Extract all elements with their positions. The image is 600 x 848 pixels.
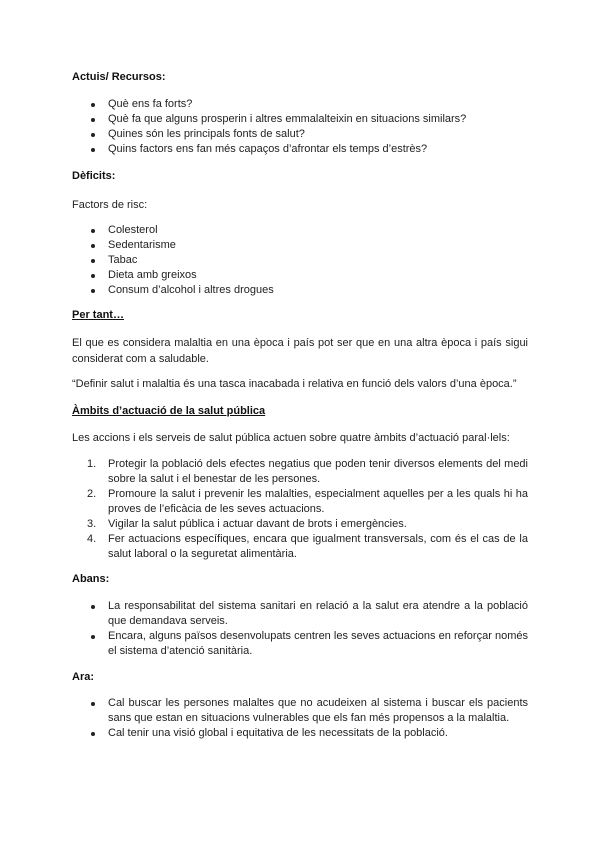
list-item: Tabac — [72, 253, 528, 268]
heading-deficits: Dèficits: — [72, 170, 116, 182]
list-item — [72, 487, 528, 517]
risk-factors-list — [72, 223, 528, 298]
item-number: 3. — [87, 518, 97, 530]
item-text: Protegir la població dels efectes negatius que poden tenir diversos elements del medi sobre la salut i el benestar de les persones. — [108, 458, 528, 485]
quote: “Definir salut i malaltia és una tasca inacabada i relativa en funció dels valors d’una època.” — [72, 378, 517, 390]
heading-per-tant: Per tant… — [72, 309, 124, 321]
heading-ambits: Àmbits d’actuació de la salut pública — [72, 405, 266, 417]
list-item: Quines són les principals fonts de salut? — [72, 127, 528, 142]
list-item — [72, 457, 528, 487]
heading-ara: Ara: — [72, 671, 95, 683]
list-item: La responsabilitat del sistema sanitari en relació a la salut era atendre a la població que demandava serveis. — [72, 599, 528, 629]
abans-list — [72, 599, 528, 659]
item-number: 2. — [87, 488, 97, 500]
list-item: Quins factors ens fan més capaços d’afrontar els temps d’estrès? — [72, 142, 528, 157]
heading-abans: Abans: — [72, 573, 110, 585]
heading-actius: Actuis/ Recursos: — [72, 71, 166, 83]
list-item: Colesterol — [72, 223, 528, 238]
list-item: Dieta amb greixos — [72, 268, 528, 283]
list-item — [72, 517, 528, 532]
list-item — [72, 532, 528, 562]
ambits-list — [72, 457, 528, 562]
list-item: Què ens fa forts? — [72, 97, 528, 112]
item-text: Vigilar la salut pública i actuar davant de brots i emergències. — [108, 518, 407, 530]
item-number: 4. — [87, 533, 97, 545]
list-item: Encara, alguns països desenvolupats centren les seves actuacions en reforçar només el sistema d’atenció sanitària. — [72, 629, 528, 659]
item-text: Fer actuacions específiques, encara que igualment transversals, com és el cas de la salut laboral o la seguretat alimentària. — [108, 533, 528, 560]
ambits-intro: Les accions i els serveis de salut pública actuen sobre quatre àmbits d’actuació paral·lels: — [72, 432, 510, 444]
list-item: Consum d’alcohol i altres drogues — [72, 283, 528, 298]
list-item: Sedentarisme — [72, 238, 528, 253]
list-item: Cal buscar les persones malaltes que no acudeixen al sistema i buscar els pacients sans que estan en situacions vulnerables que els fan més propensos a la malaltia. — [72, 696, 528, 726]
item-number: 1. — [87, 458, 97, 470]
list-item: Cal tenir una visió global i equitativa de les necessitats de la població. — [72, 726, 528, 741]
per-tant-paragraph: El que es considera malaltia en una època i país pot ser que en una altra època i país sigui considerat com a saludable. — [72, 337, 528, 365]
actius-list — [72, 97, 528, 157]
deficits-intro: Factors de risc: — [72, 199, 148, 211]
list-item: Què fa que alguns prosperin i altres emmalalteixin en situacions similars? — [72, 112, 528, 127]
item-text: Promoure la salut i prevenir les malalties, especialment aquelles per a les quals hi ha proves de l’eficàcia de les seves actuacions. — [108, 488, 528, 515]
ara-list — [72, 696, 528, 741]
